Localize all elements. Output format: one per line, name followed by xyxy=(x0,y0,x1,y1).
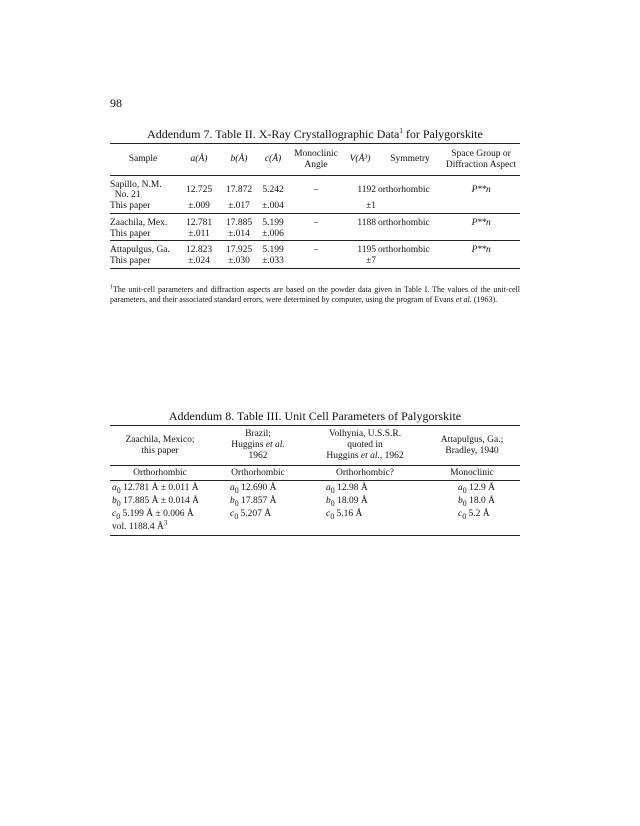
crystal-system-row xyxy=(110,466,520,481)
error-label: This paper xyxy=(110,200,176,213)
table2-caption: Addendum 7. Table II. X-Ray Crystallographic Data$^1$ for Palygorskite xyxy=(147,127,483,141)
cell-value: $a_0$ 12.690 Å xyxy=(230,483,277,495)
angle-value: – xyxy=(313,217,319,228)
space-group-value: P**n xyxy=(471,245,491,255)
table2-header-row xyxy=(110,144,520,176)
system-label: Orthorhombic xyxy=(210,466,306,481)
c-error: ±.033 xyxy=(256,255,290,268)
xray-data-table xyxy=(110,143,520,269)
b-value: 17.925 xyxy=(225,245,253,255)
volume-value: vol. 1188.4 $Å^3$ xyxy=(110,522,210,536)
a-value: 12.823 xyxy=(185,245,213,255)
b-error: ±.030 xyxy=(222,255,256,268)
c-value: 5.242 xyxy=(262,185,284,195)
page-number: 98 xyxy=(110,96,122,110)
table-row xyxy=(110,213,520,228)
volume-error xyxy=(342,228,378,241)
header-attapulgus: Attapulgus, Ga.; Bradley, 1940 xyxy=(424,426,520,466)
header-c: c(Å) xyxy=(256,144,290,176)
b-error: ±.017 xyxy=(222,200,256,213)
error-label: This paper xyxy=(110,228,176,241)
cell-value: $c_0$ 5.16 Å xyxy=(326,508,363,521)
system-label: Orthorhombic xyxy=(110,466,210,481)
table-row xyxy=(110,522,520,536)
a-value: 12.781 xyxy=(185,217,213,228)
unit-cell-table xyxy=(110,425,520,536)
volume-error: ±1 xyxy=(342,200,378,213)
table-row xyxy=(110,176,520,201)
a-error: ±.011 xyxy=(176,228,222,241)
angle-value: – xyxy=(313,245,319,255)
cell-value: $c_0$ 5.207 Å xyxy=(230,508,272,521)
space-group-value: P**n xyxy=(471,185,491,195)
table-row xyxy=(110,241,520,256)
b-value: 17.885 xyxy=(225,217,253,228)
cell-value: $b_0$ 17.857 Å xyxy=(230,495,277,508)
angle-value: – xyxy=(313,185,319,195)
cell-value: $a_0$ 12.781 Å ± 0.011 Å xyxy=(112,483,199,495)
volume-error: ±7 xyxy=(342,255,378,268)
symmetry-value: orthorhombic xyxy=(378,217,430,228)
symmetry-value: orthorhombic xyxy=(378,245,430,255)
header-sample: Sample xyxy=(110,144,176,176)
table-row xyxy=(110,200,520,213)
header-b: b(Å) xyxy=(222,144,256,176)
table-row xyxy=(110,496,520,509)
sample-name: Sapillo, N.M. No. 21 xyxy=(110,180,162,200)
header-volhynia: Volhynia, U.S.S.R. quoted in Huggins et al., 1962 xyxy=(306,426,424,466)
symmetry-value: orthorhombic xyxy=(378,185,430,195)
table-row xyxy=(110,255,520,268)
cell-value: $b_0$ 17.885 Å ± 0.014 Å xyxy=(112,495,200,508)
table3-caption: Addendum 8. Table III. Unit Cell Parameters of Palygorskite xyxy=(168,409,462,423)
a-error: ±.009 xyxy=(176,200,222,213)
sample-name: Attapulgus, Ga. xyxy=(110,245,170,255)
b-value: 17.872 xyxy=(225,185,253,195)
header-volume: V(Å³) xyxy=(342,144,378,176)
b-error: ±.014 xyxy=(222,228,256,241)
table-row xyxy=(110,481,520,496)
header-zaachila: Zaachila, Mexico; this paper xyxy=(110,426,210,466)
c-value: 5.199 xyxy=(262,245,284,255)
system-label: Monoclinic xyxy=(424,466,520,481)
error-label: This paper xyxy=(110,255,176,268)
a-value: 12.725 xyxy=(185,185,213,195)
header-a: a(Å) xyxy=(176,144,222,176)
header-brazil: Brazil; Huggins et al. 1962 xyxy=(210,426,306,466)
cell-value: $a_0$ 12.98 Å xyxy=(326,483,368,495)
c-value: 5.199 xyxy=(262,217,284,228)
cell-value: $c_0$ 5.199 Å ± 0.006 Å xyxy=(112,508,194,521)
a-error: ±.024 xyxy=(176,255,222,268)
cell-value: $a_0$ 12.9 Å xyxy=(458,483,495,495)
header-symmetry: Symmetry xyxy=(378,144,442,176)
table3-header-row xyxy=(110,426,520,466)
cell-value: $b_0$ 18.09 Å xyxy=(326,495,368,508)
space-group-value: P**n xyxy=(471,217,491,228)
volume-value: 1188 xyxy=(357,217,376,228)
cell-value: $b_0$ 18.0 Å xyxy=(458,495,495,508)
table-row xyxy=(110,228,520,241)
header-space-group: Space Group or Diffraction Aspect xyxy=(442,144,520,176)
sample-name: Zaachila, Mex. xyxy=(110,217,168,228)
volume-value: 1192 xyxy=(357,185,376,195)
table-row xyxy=(110,509,520,522)
header-monoclinic-angle: Monoclinic Angle xyxy=(290,144,342,176)
system-label: Orthorhombic? xyxy=(306,466,424,481)
cell-value: $c_0$ 5.2 Å xyxy=(458,508,490,521)
c-error: ±.006 xyxy=(256,228,290,241)
table2-footnote: $^1$The unit-cell parameters and diffraction aspects are based on the powder data given in Table I. The values of the unit-cell parameters, and their associated standard errors, were determined by computer, using the program of Evans et al. (1963). xyxy=(110,284,520,304)
volume-value: 1195 xyxy=(357,245,376,255)
c-error: ±.004 xyxy=(256,200,290,213)
